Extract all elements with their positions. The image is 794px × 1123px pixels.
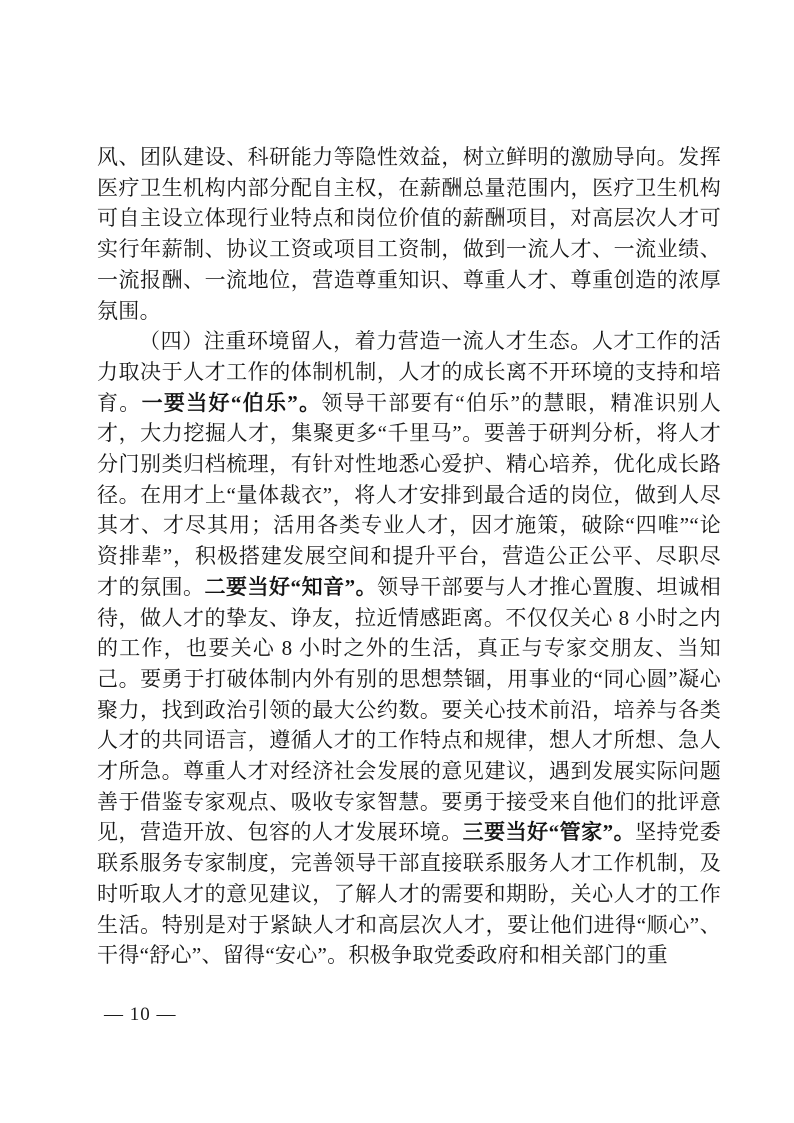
text-run: 领导干部要有“伯乐”的慧眼，精准识别人才，大力挖掘人才，集聚更多“千里马”。要善于研判分析，将人才分门别类归档梳理，有针对性地悉心爱护、精心培养，优化成长路径。在用才上“量体裁衣”，将人才安排到最合适的岗位，做到人尽其才、才尽其用；活用各类专业人才，因才施策，破除“四唯”“论资排辈”，积极搭建发展空间和提升平台，营造公正公平、尽职尽才的氛围。	[97, 390, 721, 599]
text-run: 坚持党委联系服务专家制度，完善领导干部直接联系服务人才工作机制，及时听取人才的意见建议，了解人才的需要和期盼，关心人才的工作生活。特别是对于紧缺人才和高层次人才，要让他们进得“顺心”、干得“舒心”、留得“安心”。积极争取党委政府和相关部门的重	[97, 820, 721, 968]
paragraph-continuation	[97, 142, 721, 326]
document-body	[97, 142, 721, 971]
bold-heading-run: 二要当好“知音”。	[204, 574, 378, 599]
text-run: 风、团队建设、科研能力等隐性效益，树立鲜明的激励导向。发挥医疗卫生机构内部分配自主权，在薪酬总量范围内，医疗卫生机构可自主设立体现行业特点和岗位价值的薪酬项目，对高层次人才可实行年薪制、协议工资或项目工资制，做到一流人才、一流业绩、一流报酬、一流地位，营造尊重知识、尊重人才、尊重创造的浓厚氛围。	[97, 145, 721, 323]
bold-heading-run: 三要当好“管家”。	[462, 820, 636, 845]
paragraph-section-four	[97, 326, 721, 971]
text-run: （四）注重环境留人，着力营造一流人才生态。人才工作的活力取决于人才工作的体制机制，人才的成长离不开环境的支持和培育。	[97, 329, 721, 415]
text-run: 领导干部要与人才推心置腹、坦诚相待，做人才的挚友、诤友，拉近情感距离。不仅仅关心 8 小时之内的工作，也要关心 8 小时之外的生活，真正与专家交朋友、当知己。要勇于打破体制内外有别的思想禁锢，用事业的“同心圆”凝心聚力，找到政治引领的最大公约数。要关心技术前沿，培养与各类人才的共同语言，遵循人才的工作特点和规律，想人才所想、急人才所急。尊重人才对经济社会发展的意见建议，遇到发展实际问题善于借鉴专家观点、吸收专家智慧。要勇于接受来自他们的批评意见，营造开放、包容的人才发展环境。	[97, 574, 721, 845]
bold-heading-run: 一要当好“伯乐”。	[141, 390, 322, 415]
page-number: — 10 —	[104, 1004, 177, 1025]
